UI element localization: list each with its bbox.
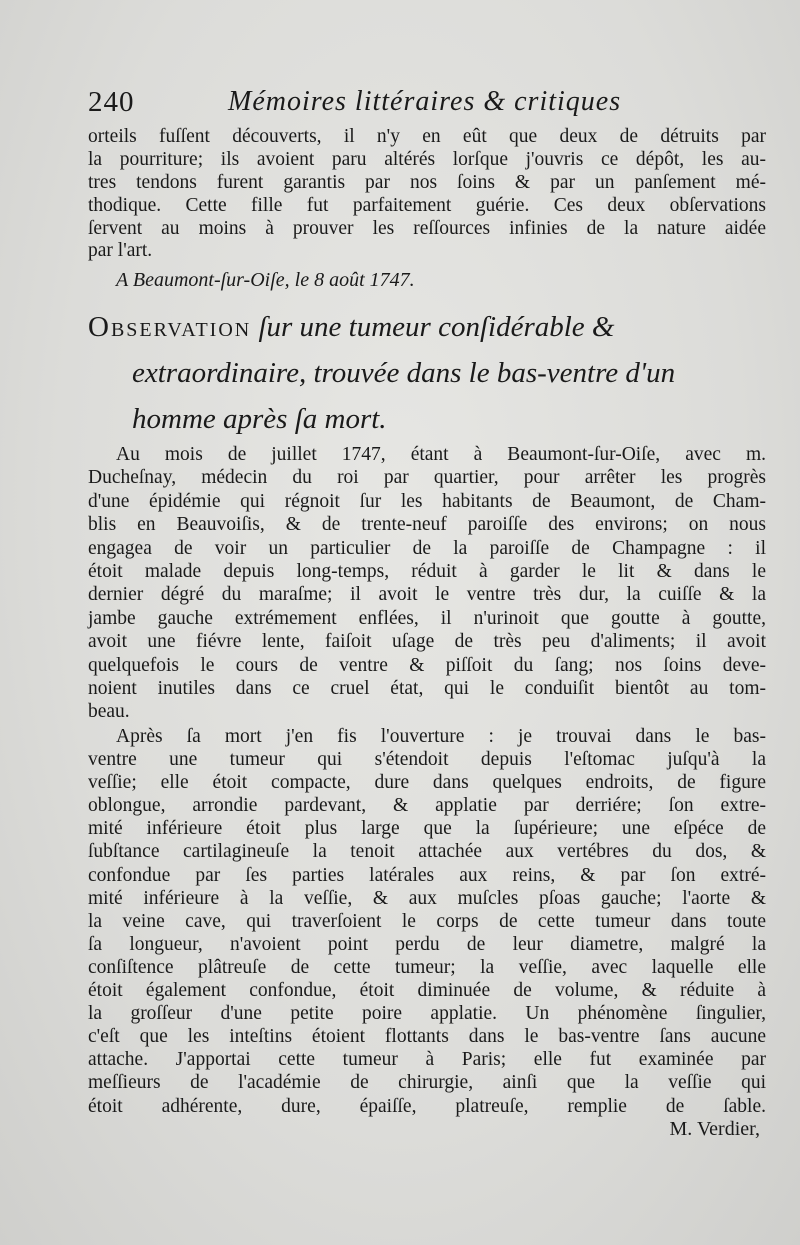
text-line: thodique. Cette fille fut parfaitement guérie. Ces deux obſervations: [88, 194, 766, 216]
text-line: ſervent au moins à prouver les reſſources infinies de la nature aidée: [88, 217, 766, 239]
text-line: ventre une tumeur qui s'étendoit depuis l'eſtomac juſqu'à la: [88, 749, 766, 771]
text-line: d'une épidémie qui régnoit ſur les habitants de Beaumont, de Cham-: [88, 490, 766, 512]
text-line: avoit une fiévre lente, faiſoit uſage de très peu d'aliments; il avoit: [88, 631, 766, 653]
text-line: Au mois de juillet 1747, étant à Beaumont-ſur-Oiſe, avec m.: [116, 444, 766, 465]
text-line: conſiſtence plâtreuſe de cette tumeur; la veſſie, avec laquelle elle: [88, 956, 766, 978]
author-signature: M. Verdier,: [669, 1118, 760, 1140]
text-line: confondue par ſes parties latérales aux reins, & par ſon extré-: [88, 864, 766, 886]
text-line: Après ſa mort j'en fis l'ouverture : je trouvai dans le bas-: [116, 726, 766, 747]
text-line: c'eſt que les inteſtins étoient flottants dans le bas-ventre ſans aucune: [88, 1026, 766, 1048]
text-line: veſſie; elle étoit compacte, dure dans quelques endroits, de figure: [88, 772, 766, 794]
title-line-1-rest: ſur une tumeur conſidérable &: [251, 311, 615, 343]
text-line: beau.: [88, 701, 130, 723]
text-line: étoit également confondue, étoit diminuée de volume, & réduite à: [88, 980, 766, 1002]
text-line: jambe gauche extrémement enflées, il n'urinoit que goutte à goutte,: [88, 607, 766, 629]
title-lead: Observation: [88, 311, 252, 343]
paragraph-2: [88, 443, 766, 724]
text-line: dernier dégré du maraſme; il avoit le ventre très dur, la cuiſſe & la: [88, 584, 766, 606]
text-line: meſſieurs de l'académie de chirurgie, ainſi que la veſſie qui: [88, 1072, 766, 1094]
text-line: engagea de voir un particulier de la paroiſſe de Champagne : il: [88, 537, 766, 559]
text-line: Ducheſnay, médecin du roi par quartier, pour arrêter les progrès: [88, 467, 766, 489]
text-line: blis en Beauvoiſis, & de trente-neuf paroiſſe des environs; on nous: [88, 514, 766, 536]
running-title: Mémoires littéraires & critiques: [228, 86, 622, 117]
page-number: 240: [88, 86, 135, 118]
dateline: A Beaumont-ſur-Oiſe, le 8 août 1747.: [116, 269, 415, 291]
text-line: par l'art.: [88, 240, 153, 262]
paragraph-1: [88, 126, 766, 263]
text-line: quelquefois le cours de ventre & piſſoit du ſang; nos ſoins deve-: [88, 654, 766, 676]
text-line: la groſſeur d'une petite poire applatie. Un phénomène ſingulier,: [88, 1003, 766, 1025]
text-line: la veine cave, qui traverſoient le corps de cette tumeur dans toute: [88, 910, 766, 932]
title-line-1: [88, 304, 768, 350]
text-line: oblongue, arrondie pardevant, & applatie par derriére; ſon extre-: [88, 795, 766, 817]
observation-title: [88, 304, 768, 442]
title-line-2: extraordinaire, trouvée dans le bas-ventre d'un: [132, 357, 676, 389]
text-line: attache. J'apportai cette tumeur à Paris; elle fut examinée par: [88, 1049, 766, 1071]
text-line: la pourriture; ils avoient paru altérés lorſque j'ouvris ce dépôt, les au-: [88, 148, 766, 170]
text-line: étoit malade depuis long-temps, réduit à garder le lit & dans le: [88, 560, 766, 582]
text-line: ſubſtance cartilagineuſe la tenoit attachée aux vertébres du dos, &: [88, 841, 766, 863]
page-header: [88, 86, 768, 126]
text-line: tres tendons furent garantis par nos ſoins & par un panſement mé-: [88, 171, 766, 193]
text-line: ſa longueur, n'avoient point perdu de leur diametre, malgré la: [88, 933, 766, 955]
title-line-3: homme après ſa mort.: [132, 403, 387, 435]
text-line: noient inutiles dans ce cruel état, qui le conduiſit bientôt au tom-: [88, 677, 766, 699]
text-line: étoit adhérente, dure, épaiſſe, platreuſe, remplie de ſable.: [88, 1095, 766, 1117]
text-line: orteils fuſſent découverts, il n'y en eût que deux de détruits par: [88, 126, 766, 147]
paragraph-3: [88, 725, 766, 1118]
text-line: mité inférieure étoit plus large que la ſupérieure; une eſpéce de: [88, 818, 766, 840]
text-line: mité inférieure à la veſſie, & aux muſcles pſoas gauche; l'aorte &: [88, 887, 766, 909]
